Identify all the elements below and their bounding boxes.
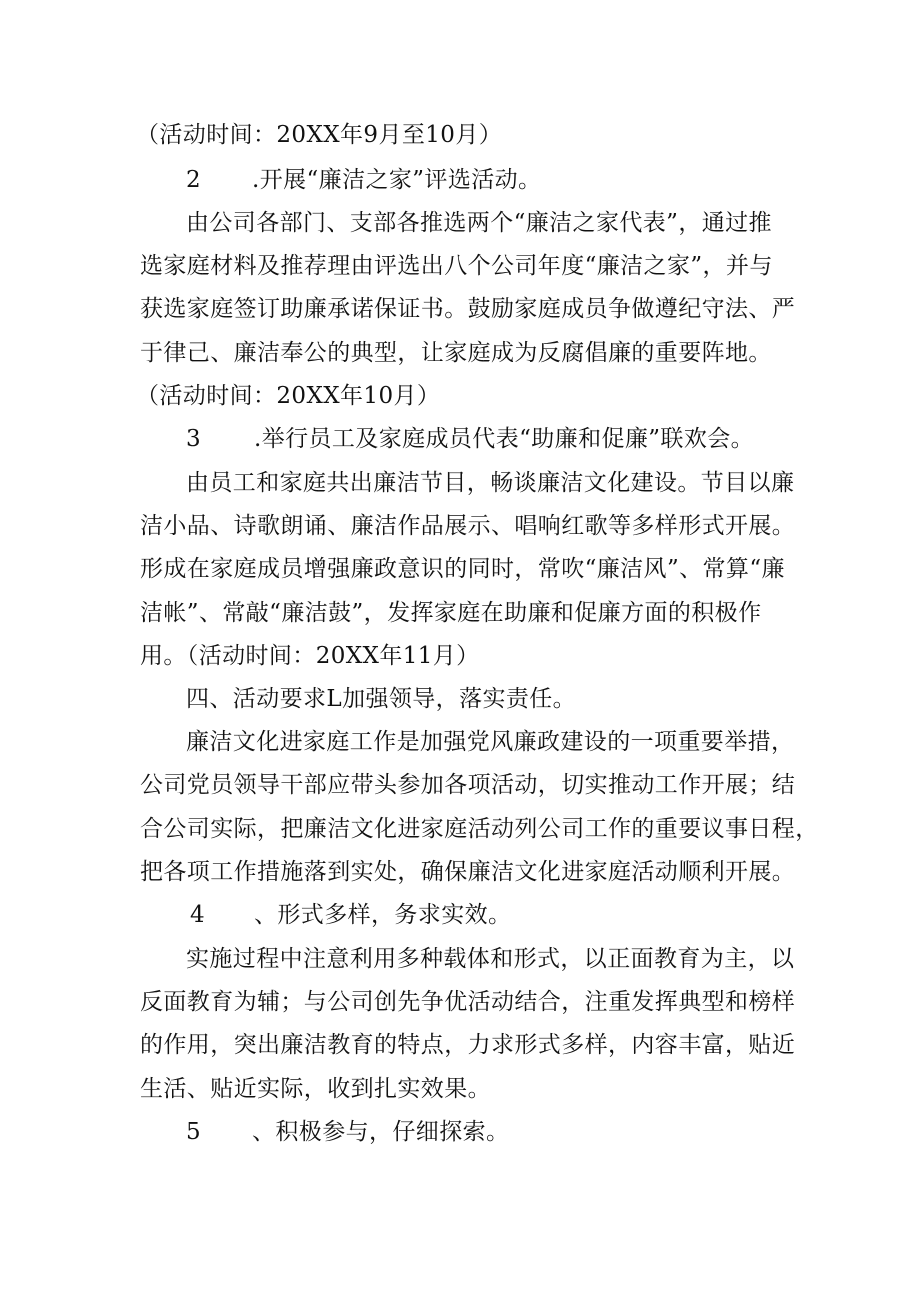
list-item-3 (0, 418, 920, 460)
paragraph-line: 实施过程中注意利用多种载体和形式，以正面教育为主，以 (186, 946, 795, 972)
paragraph-line: （活动时间：20XX年9月至10月） (136, 122, 503, 148)
paragraph-line: 生活、贴近实际，收到扎实效果。 (140, 1076, 491, 1102)
paragraph-line: 把各项工作措施落到实处，确保廉洁文化进家庭活动顺利开展。 (140, 859, 796, 885)
list-number: 4 (190, 902, 206, 928)
paragraph-line: 洁帐”、常敲“廉洁鼓”，发挥家庭在助廉和促廉方面的积极作 (140, 600, 762, 626)
list-item-2 (0, 159, 920, 201)
list-item-4 (0, 894, 920, 936)
list-heading: 、形式多样，务求实效。 (254, 902, 512, 928)
list-item-5 (0, 1111, 920, 1153)
list-number: 5 (186, 1119, 202, 1145)
list-heading: .开展“廉洁之家”评选活动。 (252, 167, 542, 193)
paragraph-line: 廉洁文化进家庭工作是加强党风廉政建设的一项重要举措， (186, 729, 795, 755)
paragraph-line: 反面教育为辅；与公司创先争优活动结合，注重发挥典型和榜样 (140, 989, 796, 1015)
paragraph-line: 选家庭材料及推荐理由评选出八个公司年度“廉洁之家”，并与 (140, 253, 773, 279)
list-number: 2 (186, 167, 202, 193)
list-heading: 、积极参与，仔细探索。 (252, 1119, 510, 1145)
paragraph-line: 由公司各部门、支部各推选两个“廉洁之家代表”，通过推 (186, 210, 772, 236)
paragraph-line: 形成在家庭成员增强廉政意识的同时，常吹“廉洁风”、常算“廉 (140, 556, 785, 582)
paragraph-line: 的作用，突出廉洁教育的特点，力求形式多样，内容丰富，贴近 (140, 1032, 796, 1058)
paragraph-line: 由员工和家庭共出廉洁节目，畅谈廉洁文化建设。节目以廉 (186, 470, 795, 496)
paragraph-line: 洁小品、诗歌朗诵、廉洁作品展示、唱响红歌等多样形式开展。 (140, 513, 796, 539)
paragraph-line: 合公司实际，把廉洁文化进家庭活动列公司工作的重要议事日程， (140, 816, 819, 842)
paragraph-line: 用。（活动时间：20XX年11月） (140, 643, 480, 669)
paragraph-line: 公司党员领导干部应带头参加各项活动，切实推动工作开展；结 (140, 772, 796, 798)
list-heading: .举行员工及家庭成员代表“助廉和促廉”联欢会。 (254, 426, 755, 452)
paragraph-line: （活动时间：20XX年10月） (136, 383, 441, 409)
section-heading: 四、活动要求L加强领导，落实责任。 (186, 686, 577, 712)
paragraph-line: 于律己、廉洁奉公的典型，让家庭成为反腐倡廉的重要阵地。 (140, 340, 772, 366)
list-number: 3 (186, 426, 202, 452)
paragraph-line: 获选家庭签订助廉承诺保证书。鼓励家庭成员争做遵纪守法、严 (140, 296, 796, 322)
